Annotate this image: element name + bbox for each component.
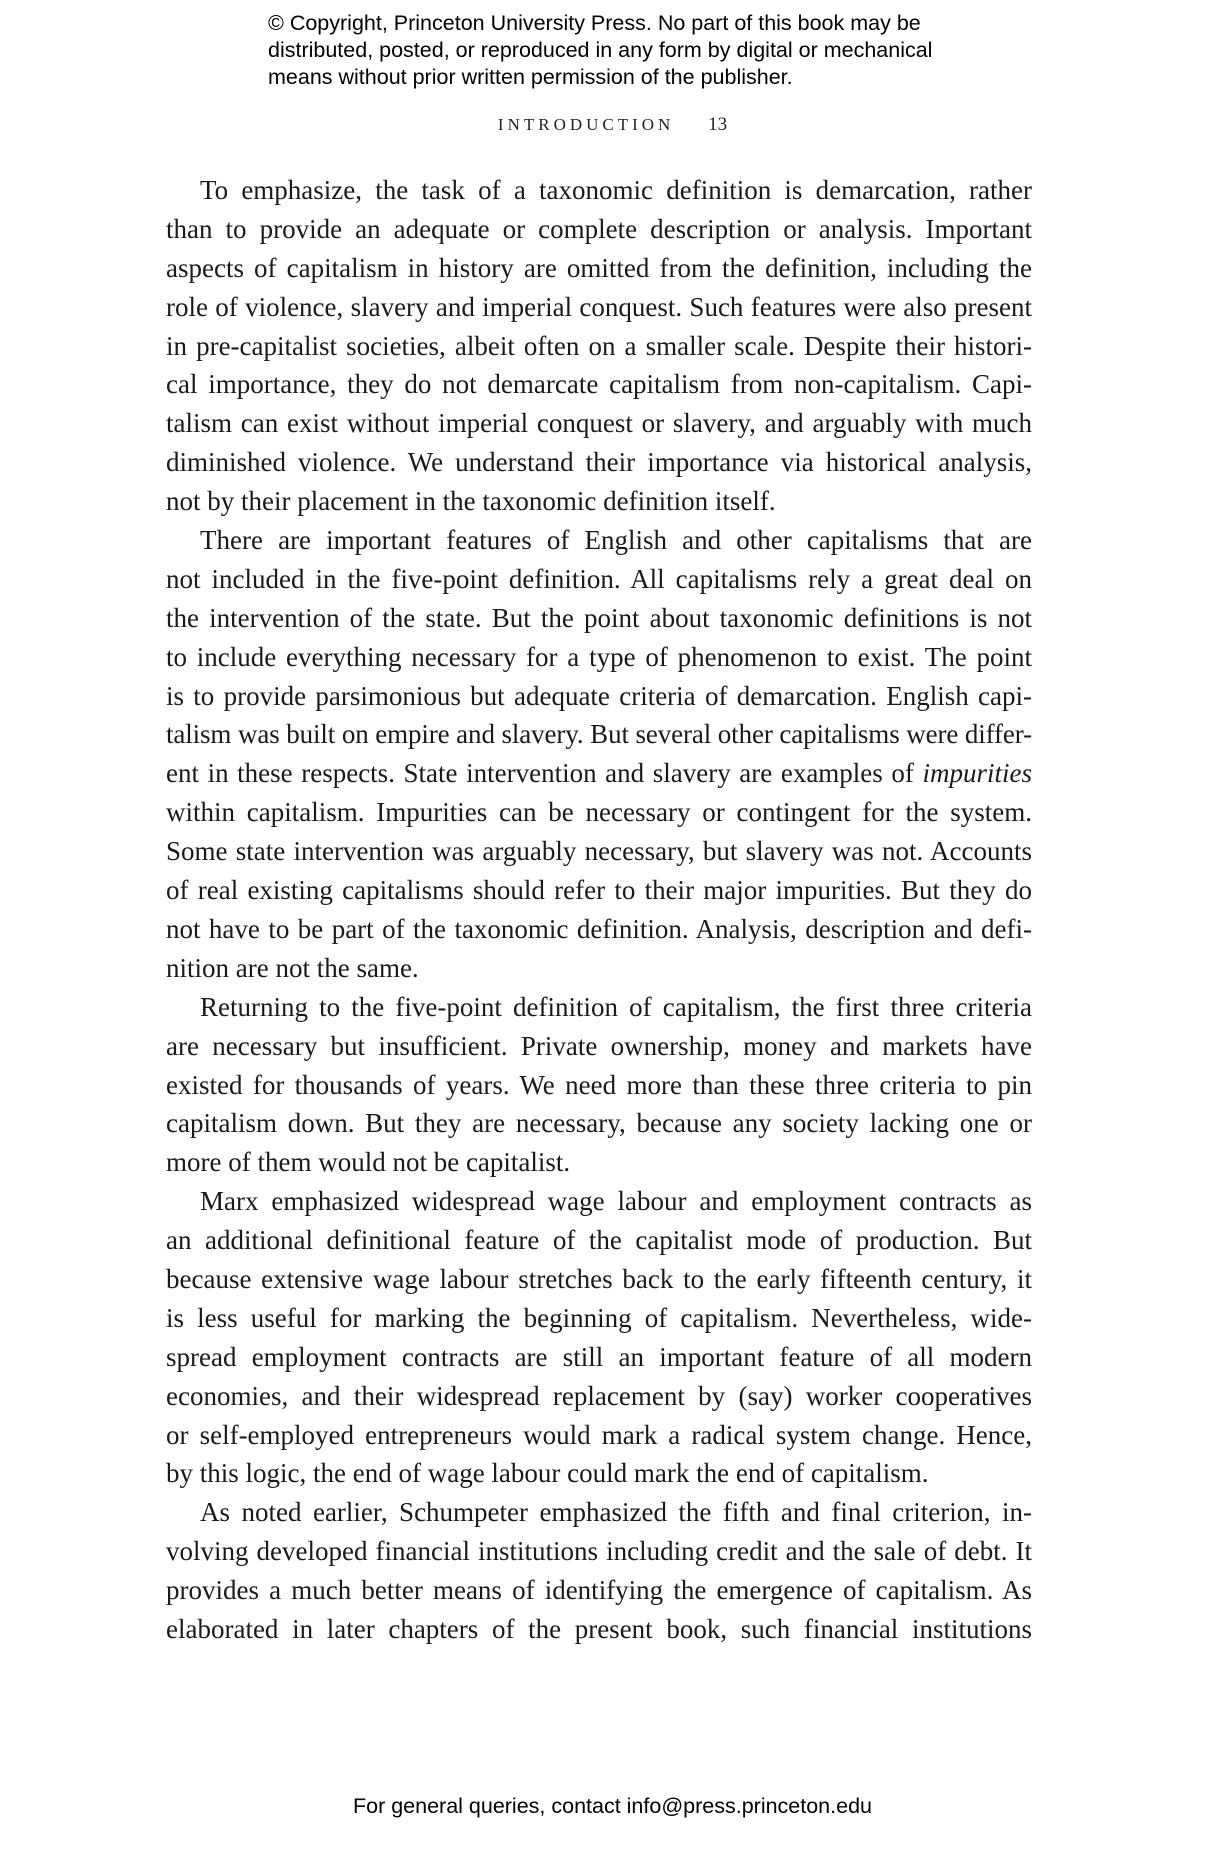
text-line: capitalism down. But they are necessary, because any society lacking one or [166,1108,1032,1139]
text-line: Returning to the five-point definition of capitalism, the first three criteria [200,991,1032,1022]
text-line: existed for thousands of years. We need more than these three criteria to pin [166,1069,1032,1100]
paragraph [166,521,1032,988]
copyright-line: © Copyright, Princeton University Press. No part of this book may be [268,11,921,35]
text-line: not included in the five-point definition. All capitalisms rely a great deal on [166,563,1032,594]
text-line: economies, and their widespread replacement by (say) worker cooperatives [166,1380,1032,1411]
text-line: is less useful for marking the beginning of capitalism. Nevertheless, wide- [166,1302,1032,1333]
copyright-line: distributed, posted, or reproduced in any form by digital or mechanical [268,38,933,62]
text-line: an additional definitional feature of the capitalist mode of production. But [166,1225,1032,1256]
text-line: spread employment contracts are still an important feature of all modern [166,1341,1032,1372]
text-line: than to provide an adequate or complete description or analysis. Important [166,213,1032,244]
text-line: to include everything necessary for a type of phenomenon to exist. The point [166,641,1032,672]
copyright-line: means without prior written permission of the publisher. [268,65,793,89]
paragraph [166,988,1032,1182]
text-line: cal importance, they do not demarcate capitalism from non-capitalism. Capi- [166,369,1032,400]
paragraph [166,1182,1032,1493]
text-line: aspects of capitalism in history are omitted from the definition, including the [166,252,1032,283]
text-line: To emphasize, the task of a taxonomic definition is demarcation, rather [200,175,1032,205]
text-line: or self-employed entrepreneurs would mark a radical system change. Hence, [166,1419,1032,1450]
text-line: role of violence, slavery and imperial conquest. Such features were also present [166,291,1032,322]
text-line: the intervention of the state. But the point about taxonomic definitions is not [166,602,1032,633]
text-line: diminished violence. We understand their importance via historical analysis, [166,447,1032,478]
copyright-notice [268,10,1008,91]
text-line: As noted earlier, Schumpeter emphasized the fifth and final criterion, in- [200,1497,1032,1528]
text-line: within capitalism. Impurities can be necessary or contingent for the system. [166,797,1032,828]
text-line: of real existing capitalisms should refer to their major impurities. But they do [166,875,1032,906]
text-line: is to provide parsimonious but adequate criteria of demarcation. English capi- [166,680,1032,711]
text-line: by this logic, the end of wage labour could mark the end of capitalism. [166,1458,929,1489]
footer-contact: For general queries, contact info@press.princeton.edu [352,1794,872,1818]
text-line: elaborated in later chapters of the present book, such financial institutions [166,1614,1032,1645]
text-line: talism can exist without imperial conquest or slavery, and arguably with much [166,408,1032,439]
text-line: nition are not the same. [166,952,419,983]
text-line: not by their placement in the taxonomic definition itself. [166,486,776,517]
body-text [166,171,1032,1649]
text-line: Some state intervention was arguably necessary, but slavery was not. Accounts [166,836,1032,867]
text-line: Marx emphasized widespread wage labour and employment contracts as [200,1186,1032,1217]
text-line: talism was built on empire and slavery. But several other capitalisms were differ- [166,719,1032,750]
text-line: volving developed financial institutions including credit and the sale of debt. It [166,1536,1032,1567]
text-line: because extensive wage labour stretches back to the early fifteenth century, it [166,1263,1032,1294]
running-head-title: INTRODUCTION [497,115,675,134]
running-head [0,114,1225,136]
text-line: in pre-capitalist societies, albeit often on a smaller scale. Despite their histori- [166,330,1032,361]
text-line: more of them would not be capitalist. [166,1147,571,1178]
text-line: provides a much better means of identifying the emergence of capitalism. As [166,1575,1032,1606]
text-segment: ent in these respects. State intervention and slavery are examples of [166,758,914,789]
page-number: 13 [708,114,728,135]
paragraph [166,1493,1032,1649]
text-line: not have to be part of the taxonomic definition. Analysis, description and defi- [166,913,1032,944]
text-line-with-italic [166,754,1032,793]
italic-term: impurities [922,758,1032,789]
paragraph [166,171,1032,521]
text-line: There are important features of English and other capitalisms that are [200,525,1032,556]
text-line: are necessary but insufficient. Private ownership, money and markets have [166,1030,1032,1061]
